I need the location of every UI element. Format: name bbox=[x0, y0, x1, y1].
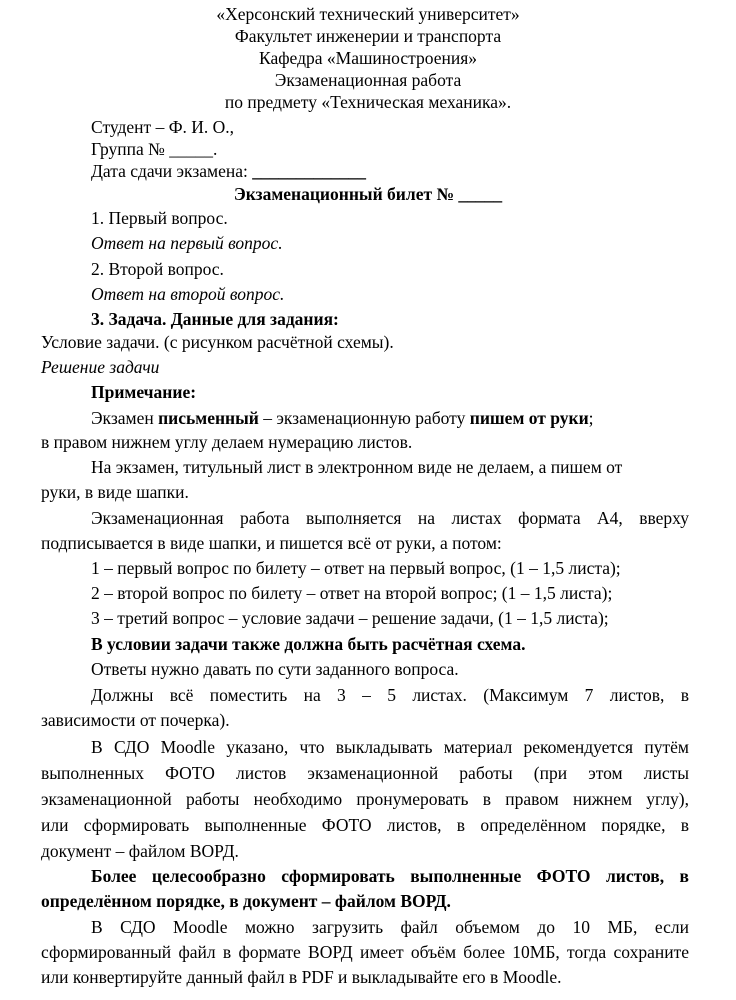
subject-line: по предмету «Техническая механика». bbox=[224, 92, 512, 112]
ticket-number-blank: _____ bbox=[458, 184, 503, 204]
note-moodle-line5: документ – файлом ВОРД. bbox=[41, 841, 239, 861]
group-label: Группа № bbox=[91, 139, 165, 159]
note-pages-line2: зависимости от почерка). bbox=[41, 710, 230, 730]
note-paragraph-1 bbox=[91, 407, 594, 429]
question-2: 2. Второй вопрос. bbox=[91, 259, 224, 279]
note-upload-line3: или конвертируйте данный файл в PDF и выкладывайте его в Moodle. bbox=[41, 967, 562, 987]
department-name: Кафедра «Машиностроения» bbox=[259, 48, 477, 68]
note-moodle-line4: или сформировать выполненные ФОТО листов, в определённом порядке, в bbox=[41, 815, 689, 835]
note-upload-line2: сформированный файл в формате ВОРД имеет объём более 10МБ, тогда сохраните bbox=[41, 942, 689, 962]
answer-2: Ответ на второй вопрос. bbox=[91, 284, 285, 304]
note-item-2: 2 – второй вопрос по билету – ответ на второй вопрос; (1 – 1,5 листа); bbox=[91, 583, 613, 603]
question-1: 1. Первый вопрос. bbox=[91, 208, 228, 228]
note-p2-line2: руки, в виде шапки. bbox=[41, 482, 189, 502]
note-p3-line1: Экзаменационная работа выполняется на листах формата А4, вверху bbox=[91, 508, 689, 528]
group-line: Группа № _____. bbox=[91, 139, 218, 159]
note-item-3: 3 – третий вопрос – условие задачи – решение задачи, (1 – 1,5 листа); bbox=[91, 608, 609, 628]
note-better-line1: Более целесообразно сформировать выполненные ФОТО листов, в bbox=[91, 866, 689, 886]
note-moodle-line3: экзаменационной работы необходимо пронумеровать в правом нижнем углу), bbox=[41, 789, 689, 809]
exam-date-blank: _____________ bbox=[252, 161, 366, 181]
work-type: Экзаменационная работа bbox=[274, 70, 462, 90]
note-upload-line1: В СДО Moodle можно загрузить файл объемом до 10 МБ, если bbox=[91, 917, 689, 937]
university-name: «Херсонский технический университет» bbox=[216, 4, 520, 24]
exam-date-line bbox=[91, 160, 366, 182]
note-p1-bold-written: письменный bbox=[158, 408, 259, 428]
note-p1-text-c: – экзаменационную работу bbox=[263, 408, 466, 428]
note-scheme: В условии задачи также должна быть расчётная схема. bbox=[91, 634, 526, 654]
note-moodle-line1: В СДО Moodle указано, что выкладывать материал рекомендуется путём bbox=[91, 737, 689, 757]
note-p1-bold-by-hand: пишем от руки bbox=[469, 408, 589, 428]
faculty-name: Факультет инженерии и транспорта bbox=[234, 26, 502, 46]
group-blank: _____ bbox=[169, 139, 213, 159]
answer-1: Ответ на первый вопрос. bbox=[91, 233, 283, 253]
note-p1-line2: в правом нижнем углу делаем нумерацию листов. bbox=[41, 432, 413, 452]
note-title: Примечание: bbox=[91, 382, 197, 402]
note-moodle-line2: выполненных ФОТО листов экзаменационной работы (при этом листы bbox=[41, 763, 689, 783]
task-condition: Условие задачи. (с рисунком расчётной схемы). bbox=[41, 332, 394, 352]
ticket-title: Экзаменационный билет № bbox=[233, 184, 455, 204]
student-name-label: Студент – Ф. И. О., bbox=[91, 117, 235, 137]
task-solution: Решение задачи bbox=[41, 357, 160, 377]
note-pages-line1: Должны всё поместить на 3 – 5 листах. (Максимум 7 листов, в bbox=[91, 685, 689, 705]
note-p1-text-e: ; bbox=[588, 408, 594, 428]
note-p1-text-a: Экзамен bbox=[91, 408, 154, 428]
note-p2-line1: На экзамен, титульный лист в электронном виде не делаем, а пишем от bbox=[91, 457, 623, 477]
note-item-1: 1 – первый вопрос по билету – ответ на первый вопрос, (1 – 1,5 листа); bbox=[91, 558, 621, 578]
note-essence: Ответы нужно давать по сути заданного вопроса. bbox=[91, 659, 459, 679]
exam-date-label: Дата сдачи экзамена: bbox=[91, 161, 248, 181]
note-p3-line2: подписывается в виде шапки, и пишется всё от руки, а потом: bbox=[41, 533, 502, 553]
note-better-line2: определённом порядке, в документ – файлом ВОРД. bbox=[41, 891, 451, 911]
task-title: 3. Задача. Данные для задания: bbox=[91, 309, 339, 329]
ticket-title-line bbox=[0, 183, 736, 205]
